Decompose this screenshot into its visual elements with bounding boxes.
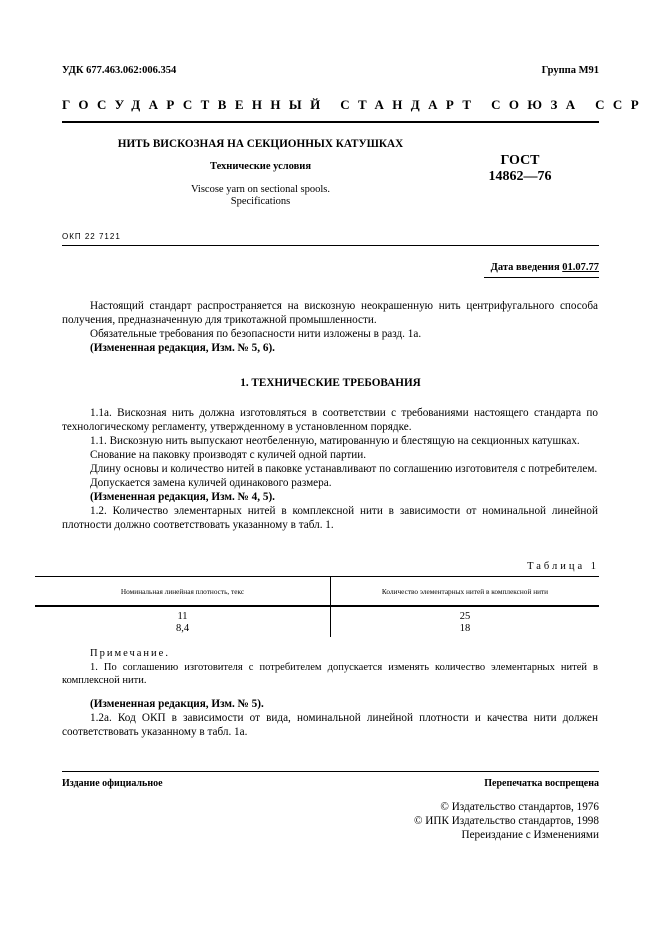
- footer-left: Издание официальное: [62, 778, 163, 789]
- udk-code: УДК 677.463.062:006.354: [62, 65, 177, 76]
- republication-note: Переиздание с Изменениями: [461, 829, 599, 841]
- title-sub: Технические условия: [209, 161, 312, 172]
- table1-header-rule: [35, 605, 599, 607]
- banner-rule: [62, 121, 599, 123]
- title-main: НИТЬ ВИСКОЗНАЯ НА СЕКЦИОННЫХ КАТУШКАХ: [117, 138, 404, 150]
- section1-heading: 1. ТЕХНИЧЕСКИЕ ТРЕБОВАНИЯ: [240, 377, 421, 389]
- copyright-1: © Издательство стандартов, 1976: [440, 801, 599, 813]
- intro-date: [491, 262, 599, 273]
- note-paragraph: 1. По соглашению изготовителя с потребителем допускается изменять количество элементарных нитей в комплексной нити.: [62, 662, 598, 686]
- banner: ГОСУДАРСТВЕННЫЙ СТАНДАРТ СОЮЗА ССР: [62, 97, 648, 112]
- section1-p7: 1.2. Количество элементарных нитей в комплексной нити в зависимости от номинальной линейной плотности должно соответствовать указанному в табл. 1.: [62, 505, 598, 531]
- section1-p4: Длину основы и количество нитей в паковке устанавливают по соглашению изготовителя с потребителем.: [90, 463, 598, 475]
- table1-r1c1: 11: [177, 611, 188, 622]
- after-p1: (Измененная редакция, Изм. № 5).: [90, 698, 264, 710]
- after-body: [62, 697, 598, 739]
- copyright-block: [414, 800, 599, 842]
- copyright-2: © ИПК Издательство стандартов, 1998: [413, 815, 599, 827]
- intro-p2: Обязательные требования по безопасности нити изложены в разд. 1а.: [90, 328, 422, 340]
- table1-r1c2: 25: [459, 611, 471, 622]
- table1-caption: Таблица 1: [527, 561, 599, 572]
- gost-number: 14862—76: [488, 169, 552, 184]
- intro-date-rule: [484, 277, 599, 278]
- section1-p3: Снование на паковку производят с куличей одной партии.: [90, 449, 367, 461]
- after-p2: 1.2а. Код ОКП в зависимости от вида, номинальной линейной плотности и качества нити должен соответствовать указанному в табл. 1а.: [62, 712, 598, 738]
- title-en-1: Viscose yarn on sectional spools.: [190, 184, 331, 195]
- note-text: [62, 661, 598, 687]
- table-row: [35, 611, 330, 635]
- table1-header-1: Номинальная линейная плотность, текс: [120, 586, 245, 596]
- gost-label: ГОСТ: [500, 153, 540, 168]
- intro-p1: Настоящий стандарт распространяется на вискозную неокрашенную нить центрифугального способа получения, предназначенную для трикотажной промышленности.: [62, 300, 598, 326]
- okp-code: ОКП 22 7121: [62, 232, 121, 241]
- note-label: Примечание.: [90, 648, 170, 659]
- okp-rule: [62, 245, 599, 246]
- intro-p3: (Измененная редакция, Изм. № 5, 6).: [90, 342, 275, 354]
- section1-p2: 1.1. Вискозную нить выпускают неотбеленную, матированную и блестящую на секционных катушках.: [90, 435, 580, 447]
- intro-date-label: Дата введения: [490, 262, 560, 273]
- table1-r2c2: 18: [459, 623, 471, 634]
- table1-r2c1: 8,4: [175, 623, 190, 634]
- table-row: [331, 611, 599, 635]
- section1-p1: 1.1а. Вискозная нить должна изготовляться в соответствии с требованиями настоящего стандарта по технологическому регламенту, утвержденному в установленном порядке.: [62, 407, 598, 433]
- section1-p5: Допускается замена куличей одинакового размера.: [90, 477, 332, 489]
- section1-p6: (Измененная редакция, Изм. № 4, 5).: [90, 491, 275, 503]
- intro-date-value: 01.07.77: [562, 262, 599, 273]
- group-code: Группа М91: [541, 65, 599, 76]
- intro-body: [62, 299, 598, 355]
- title-en-2: Specifications: [230, 196, 291, 207]
- table1-header-2: Количество элементарных нитей в комплексной нити: [381, 586, 549, 596]
- footer-rule: [62, 771, 599, 772]
- footer-right: Перепечатка воспрещена: [484, 778, 599, 789]
- section1-body: [62, 406, 598, 532]
